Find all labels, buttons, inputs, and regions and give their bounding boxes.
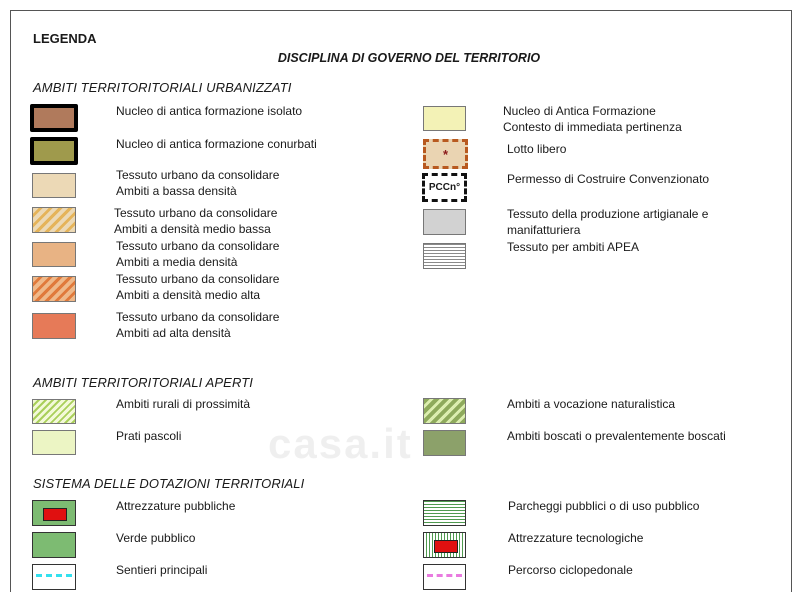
label-tessuto-medio-alta: Tessuto urbano da consolidare Ambiti a densità medio alta [116,272,280,302]
section-urbanizzati: AMBITI TERRITORITORIALI URBANIZZATI [33,80,292,95]
swatch-ciclopedonale [423,564,466,590]
swatch-prati [32,430,76,455]
swatch-tessuto-alta [32,313,76,339]
label-pcc: Permesso di Costruire Convenzionato [507,172,710,186]
label-ciclopedonale: Percorso ciclopedonale [508,563,633,577]
swatch-attrezzature-pubbliche [32,500,76,526]
swatch-tessuto-bassa [32,173,76,198]
swatch-verde-pubblico [32,532,76,558]
main-title: DISCIPLINA DI GOVERNO DEL TERRITORIO [277,51,541,65]
swatch-artigianale [423,209,466,235]
swatch-nucleo-conurbati [30,137,78,165]
swatch-nucleo-isolato [30,104,78,132]
label-verde-pubblico: Verde pubblico [116,531,196,545]
label-rurali: Ambiti rurali di prossimità [116,397,251,411]
swatch-parcheggi [423,500,466,526]
swatch-tessuto-medio-alta [32,276,76,302]
cyan-dash-line [36,574,72,577]
label-prati: Prati pascoli [116,429,182,443]
lotto-asterisk: * [442,146,449,162]
label-naturalistica: Ambiti a vocazione naturalistica [507,397,676,411]
swatch-apea [423,243,466,269]
label-tecnologiche: Attrezzature tecnologiche [508,531,644,545]
pcc-text: PCCn° [428,182,461,193]
label-attrezzature-pubbliche: Attrezzature pubbliche [116,499,236,513]
label-tessuto-medio-bassa: Tessuto urbano da consolidare Ambiti a densità medio bassa [114,206,278,236]
swatch-lotto-libero [423,139,468,169]
casa-it-watermark: casa.it [268,420,413,467]
label-sentieri: Sentieri principali [116,563,208,577]
section-aperti: AMBITI TERRITORITORIALI APERTI [33,375,253,390]
swatch-sentieri [32,564,76,590]
swatch-tecnologiche [423,532,466,558]
swatch-rurali [32,399,76,424]
swatch-nucleo-contesto [423,106,466,131]
label-tessuto-media: Tessuto urbano da consolidare Ambiti a media densità [116,239,280,269]
label-artigianale: Tessuto della produzione artigianale e manifatturiera [507,207,709,237]
label-parcheggi: Parcheggi pubblici o di uso pubblico [508,499,700,513]
swatch-pcc [422,173,467,202]
label-apea: Tessuto per ambiti APEA [507,240,640,254]
label-nucleo-isolato: Nucleo di antica formazione isolato [116,104,303,118]
label-nucleo-conurbati: Nucleo di antica formazione conurbati [116,137,317,151]
swatch-tessuto-medio-bassa [32,207,76,233]
swatch-tessuto-media [32,242,76,267]
label-boscati: Ambiti boscati o prevalentemente boscati [507,429,726,443]
red-square-icon [434,540,458,553]
red-square-icon [43,508,67,521]
label-tessuto-alta: Tessuto urbano da consolidare Ambiti ad alta densità [116,310,280,340]
label-lotto-libero: Lotto libero [507,142,567,156]
label-tessuto-bassa: Tessuto urbano da consolidare Ambiti a bassa densità [116,168,280,198]
magenta-dash-line [427,574,462,577]
legend-title: LEGENDA [33,31,97,46]
label-nucleo-contesto: Nucleo di Antica Formazione Contesto di immediata pertinenza [503,104,682,134]
section-dotazioni: SISTEMA DELLE DOTAZIONI TERRITORIALI [33,476,305,491]
